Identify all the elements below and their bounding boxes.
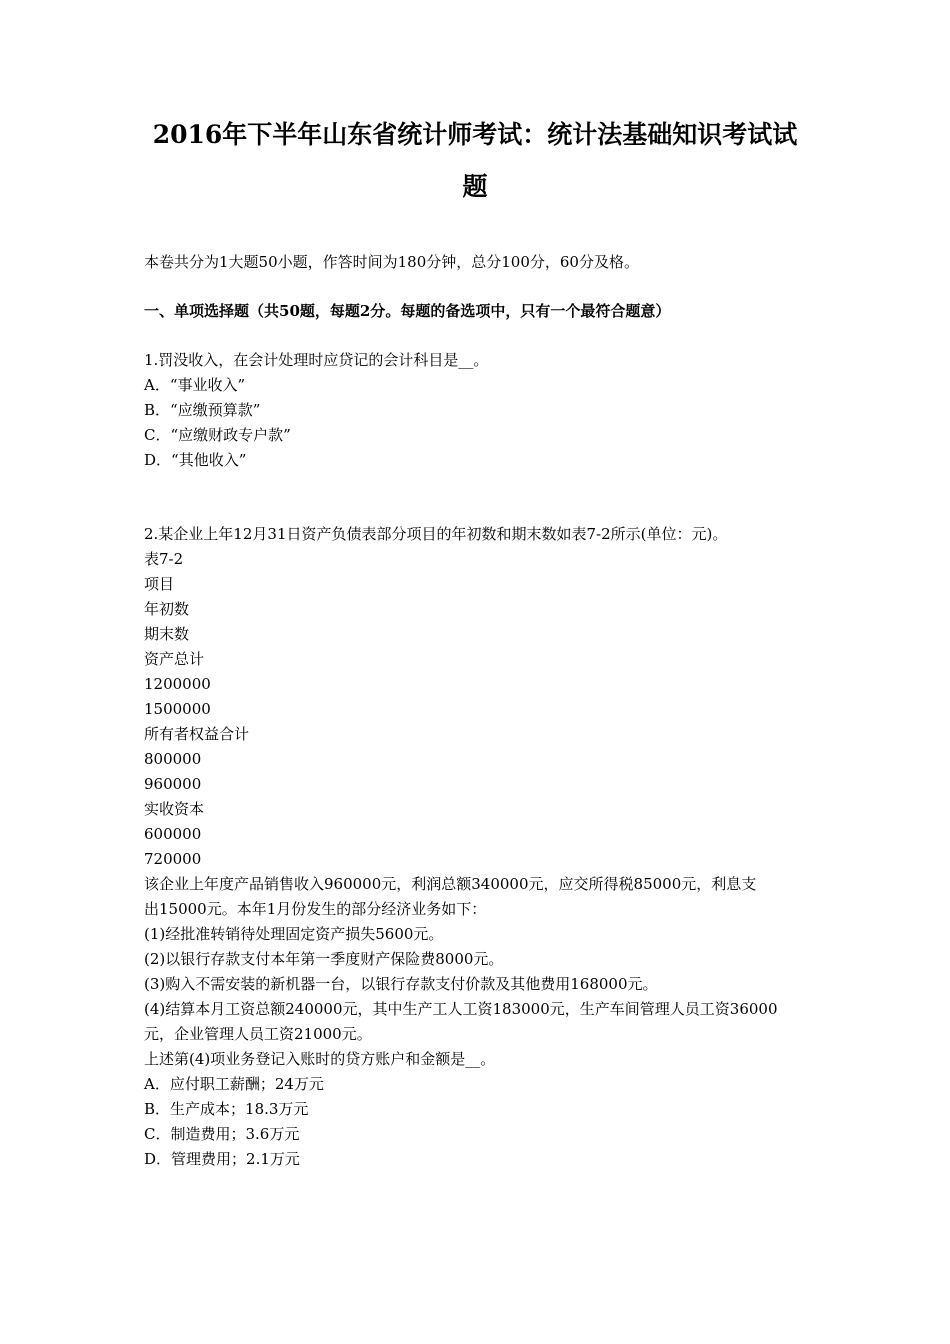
table-cell: 800000 xyxy=(144,750,202,768)
table-cell: 期末数 xyxy=(144,625,190,643)
question-2-body-line: 出15000元。本年1月份发生的部分经济业务如下： xyxy=(144,900,487,918)
table-cell: 所有者权益合计 xyxy=(144,725,250,743)
document-title-line-2: 题 xyxy=(462,172,488,201)
question-2-body-line: 上述第(4)项业务登记入账时的贷方账户和金额是__。 xyxy=(144,1050,496,1068)
question-2-body-line: (1)经批准转销待处理固定资产损失5600元。 xyxy=(144,925,444,943)
question-1-option-d: D．“其他收入” xyxy=(144,451,247,469)
question-2-option-d: D．管理费用；2.1万元 xyxy=(144,1150,300,1168)
question-2-body-line: (4)结算本月工资总额240000元，其中生产工人工资183000元，生产车间管理人员工资36000 xyxy=(144,1000,778,1018)
question-2-option-c: C．制造费用；3.6万元 xyxy=(144,1125,300,1143)
table-cell: 1200000 xyxy=(144,675,211,693)
question-1-option-b: B．“应缴预算款” xyxy=(144,401,261,419)
question-1-option-a: A．“事业收入” xyxy=(144,376,246,394)
question-2-body-line: 元，企业管理人员工资21000元。 xyxy=(144,1025,372,1043)
question-2-stem: 2.某企业上年12月31日资产负债表部分项目的年初数和期末数如表7-2所示(单位：元)。 xyxy=(144,525,728,543)
question-2-body-line: 该企业上年度产品销售收入960000元，利润总额340000元，应交所得税85000元，利息支 xyxy=(144,875,757,893)
question-1-stem: 1.罚没收入，在会计处理时应贷记的会计科目是__。 xyxy=(144,351,489,369)
table-cell: 600000 xyxy=(144,825,202,843)
section-heading: 一、单项选择题（共50题，每题2分。每题的备选项中，只有一个最符合题意） xyxy=(144,302,671,320)
table-cell: 720000 xyxy=(144,850,202,868)
table-cell: 实收资本 xyxy=(144,800,205,818)
question-2-option-b: B．生产成本；18.3万元 xyxy=(144,1100,309,1118)
table-caption: 表7-2 xyxy=(144,550,184,568)
table-cell: 项目 xyxy=(144,575,175,593)
table-cell: 资产总计 xyxy=(144,650,205,668)
table-cell: 1500000 xyxy=(144,700,211,718)
question-2-body-line: (2)以银行存款支付本年第一季度财产保险费8000元。 xyxy=(144,950,504,968)
question-2-option-a: A．应付职工薪酬；24万元 xyxy=(144,1075,324,1093)
table-cell: 年初数 xyxy=(144,600,190,618)
table-cell: 960000 xyxy=(144,775,202,793)
question-2-body-line: (3)购入不需安装的新机器一台，以银行存款支付价款及其他费用168000元。 xyxy=(144,975,658,993)
question-1-option-c: C．“应缴财政专户款” xyxy=(144,426,291,444)
question-1 xyxy=(144,348,814,473)
document-title-line-1: 2016年下半年山东省统计师考试：统计法基础知识考试试 xyxy=(152,120,798,149)
question-2 xyxy=(144,522,814,1172)
exam-intro: 本卷共分为1大题50小题，作答时间为180分钟，总分100分，60分及格。 xyxy=(144,253,639,271)
